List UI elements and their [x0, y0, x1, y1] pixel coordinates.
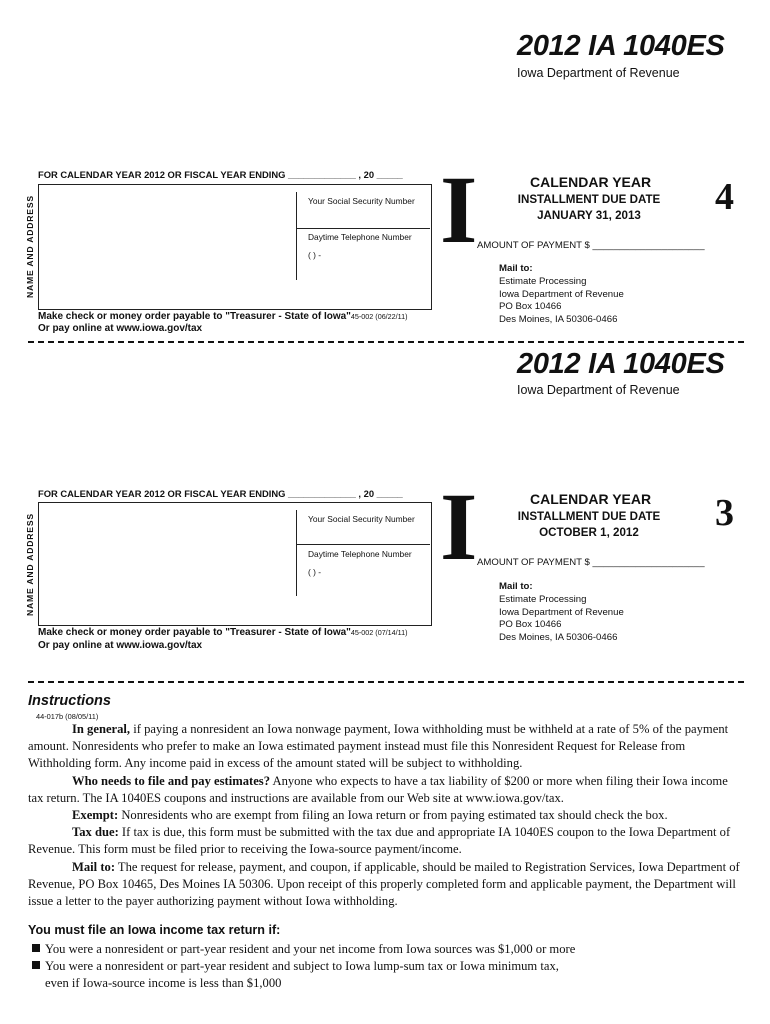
mail-line: Estimate Processing [499, 275, 587, 287]
payable-instruction: Make check or money order payable to "Treasurer - State of Iowa"45-002 (07/14/11) [38, 627, 408, 638]
form-code: 45-002 (06/22/11) [350, 312, 408, 321]
installment-due-label: INSTALLMENT DUE DATE [517, 510, 661, 523]
coupon-letter: I [440, 156, 478, 263]
mail-to-heading: Mail to: [499, 263, 533, 274]
mail-line: Estimate Processing [499, 593, 587, 605]
installment-number: 3 [715, 492, 734, 534]
mailing-address [499, 263, 624, 327]
phone-field[interactable]: ( ) - [308, 250, 322, 260]
paragraph-exempt: Exempt: Nonresidents who are exempt from filing an Iowa return or from paying estimated tax should check the box. [72, 808, 668, 823]
fiscal-year-line: FOR CALENDAR YEAR 2012 OR FISCAL YEAR ENDING _____________ , 20 _____ [38, 488, 403, 499]
list-item: You were a nonresident or part-year resident and subject to Iowa lump-sum tax or Iowa minimum tax, [32, 958, 575, 975]
ssn-divider [296, 192, 297, 230]
bullet-list [32, 941, 575, 993]
mail-line: Des Moines, IA 50306-0466 [499, 632, 618, 644]
form-title: 2012 IA 1040ES [517, 30, 725, 62]
phone-top-rule [296, 228, 430, 229]
payable-instruction: Make check or money order payable to "Treasurer - State of Iowa"45-002 (06/22/11) [38, 311, 408, 322]
phone-label: Daytime Telephone Number [308, 549, 412, 559]
due-date: OCTOBER 1, 2012 [539, 526, 639, 539]
ssn-label: Your Social Security Number [308, 514, 415, 524]
paragraph-tax-due: Tax due: If tax is due, this form must be submitted with the tax due and appropriate IA 1040ES coupon to the Iowa Department of Revenue. This form must be filed prior to receiving the Iowa-source payment/income. [28, 825, 731, 857]
mail-line: Des Moines, IA 50306-0466 [499, 314, 618, 326]
amount-of-payment-field[interactable]: AMOUNT OF PAYMENT $ _____________________ [477, 557, 705, 568]
amount-of-payment-field[interactable]: AMOUNT OF PAYMENT $ _____________________ [477, 240, 705, 251]
instructions-heading: Instructions [28, 693, 111, 709]
instructions-form-code: 44-017b (08/05/11) [36, 712, 99, 721]
cut-line [28, 341, 744, 343]
phone-divider [296, 228, 297, 280]
mailing-address [499, 581, 624, 645]
square-bullet-icon [32, 944, 40, 952]
installment-number: 4 [715, 176, 734, 218]
instructions-body [28, 721, 740, 910]
phone-field[interactable]: ( ) - [308, 567, 322, 577]
due-date: JANUARY 31, 2013 [537, 209, 641, 222]
ssn-divider [296, 510, 297, 546]
paragraph-who-needs-to-file: Who needs to file and pay estimates? Anyone who expects to have a tax liability of $200 or more when filing their Iowa income tax return. The IA 1040ES coupons and instructions are available from our Web site at www.iowa.gov/tax. [28, 773, 728, 805]
calendar-year-heading: CALENDAR YEAR [530, 491, 652, 507]
phone-divider [296, 544, 297, 596]
department-name: Iowa Department of Revenue [517, 383, 680, 397]
pay-online-text: Or pay online at www.iowa.gov/tax [38, 640, 203, 651]
name-address-label: NAME AND ADDRESS [25, 195, 35, 298]
form-code: 45-002 (07/14/11) [350, 628, 408, 637]
list-item-continuation: even if Iowa-source income is less than $1,000 [45, 976, 282, 991]
name-address-label: NAME AND ADDRESS [25, 513, 35, 616]
mail-line: PO Box 10466 [499, 301, 562, 313]
phone-label: Daytime Telephone Number [308, 232, 412, 242]
fiscal-year-line: FOR CALENDAR YEAR 2012 OR FISCAL YEAR ENDING _____________ , 20 _____ [38, 169, 403, 180]
mail-line: Iowa Department of Revenue [499, 288, 624, 300]
coupon-letter: I [440, 473, 478, 580]
square-bullet-icon [32, 961, 40, 969]
form-title: 2012 IA 1040ES [517, 348, 725, 380]
installment-due-label: INSTALLMENT DUE DATE [517, 193, 661, 206]
paragraph-mail-to: Mail to: The request for release, payment, and coupon, if applicable, should be mailed to Registration Services, Iowa Department of Revenue, PO Box 10465, Des Moines IA 50306. Upon receipt of this properly completed form and applicable payment, the Department will issue a letter to the payer authorizing payment without Iowa withholding. [28, 859, 740, 909]
must-file-heading: You must file an Iowa income tax return if: [28, 923, 281, 937]
ssn-label: Your Social Security Number [308, 196, 415, 206]
pay-online-text: Or pay online at www.iowa.gov/tax [38, 323, 203, 334]
paragraph-in-general: In general, if paying a nonresident an Iowa nonwage payment, Iowa withholding must be withheld at a rate of 5% of the payment amount. Nonresidents who prefer to make an Iowa estimated payment instead must file this Nonresident Request for Release from Withholding form. Any income paid in excess of the amount stated will be subject to withholding. [28, 722, 729, 771]
department-name: Iowa Department of Revenue [517, 66, 680, 80]
mail-line: PO Box 10466 [499, 619, 562, 631]
mail-to-heading: Mail to: [499, 581, 533, 592]
phone-top-rule [296, 544, 430, 545]
cut-line [28, 681, 744, 683]
calendar-year-heading: CALENDAR YEAR [530, 174, 652, 190]
mail-line: Iowa Department of Revenue [499, 606, 624, 618]
list-item: You were a nonresident or part-year resident and your net income from Iowa sources was $1,000 or more [32, 941, 575, 958]
